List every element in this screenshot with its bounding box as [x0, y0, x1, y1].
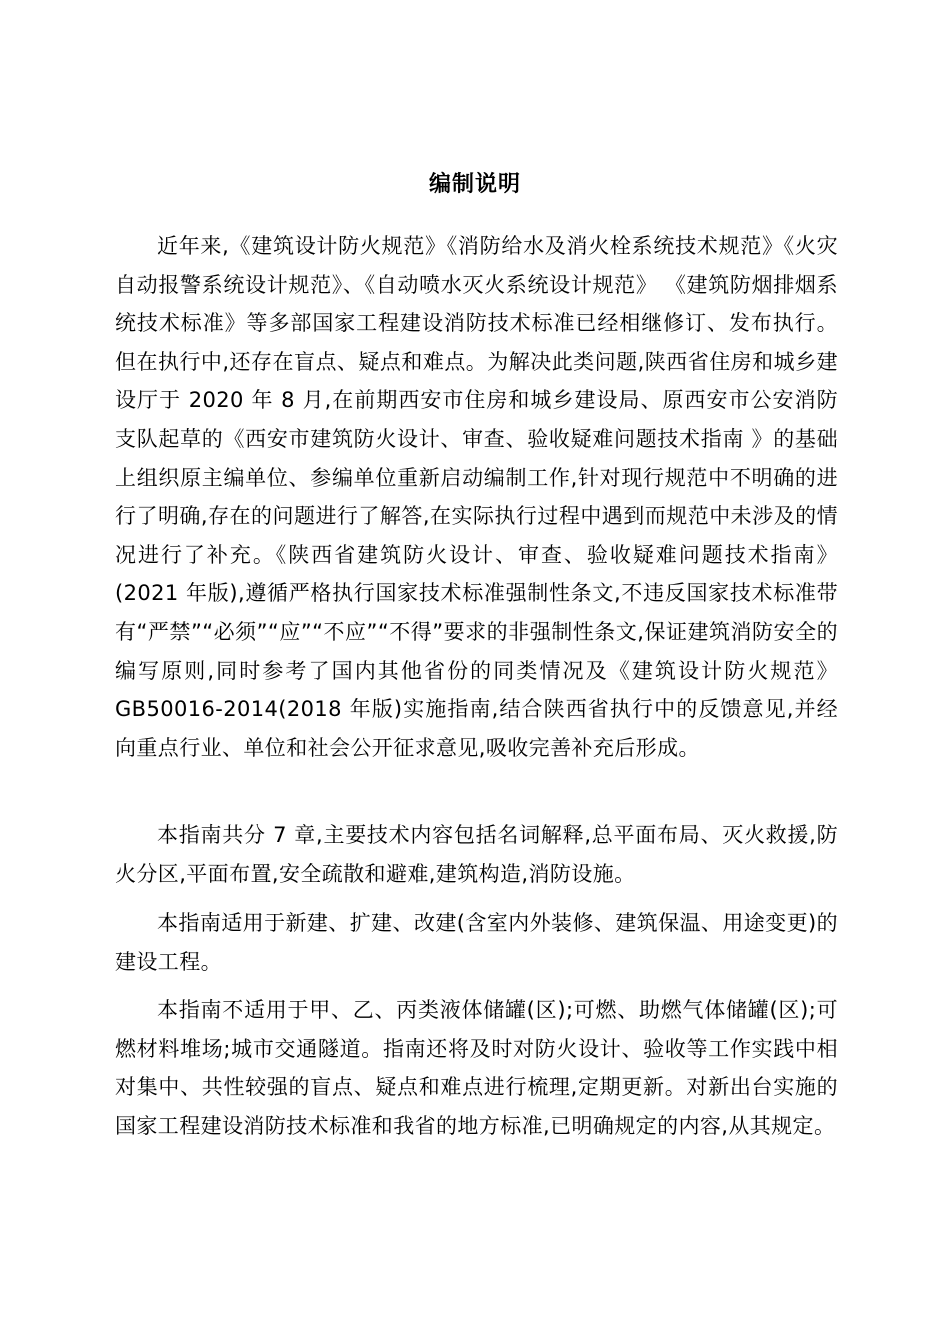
paragraph-chapters: 本指南共分 7 章,主要技术内容包括名词解释,总平面布局、灭火救援,防火分区,平面布置,安全疏散和避难,建筑构造,消防设施。	[115, 823, 838, 886]
document-title: 编制说明	[428, 172, 521, 197]
paragraph-background: 近年来,《建筑设计防火规范》《消防给水及消火栓系统技术规范》《火灾自动报警系统设计规范》、《自动喷水灭火系统设计规范》 《建筑防烟排烟系统技术标准》等多部国家工程建设消防技术标准已经相继修订、发布执行。但在执行中,还存在盲点、疑点和难点。为解决此类问题,陕西省住房和城乡建设厅于 2020 年 8 月,在前期西安市住房和城乡建设局、原西安市公安消防支队起草的《西安市建筑防火设计、审查、验收疑难问题技术指南 》的基础上组织原主编单位、参编单位重新启动编制工作,针对现行规范中不明确的进行了明确,存在的问题进行了解答,在实际执行过程中遇到而规范中未涉及的情况进行了补充。《陕西省建筑防火设计、审查、验收疑难问题技术指南》(2021 年版),遵循严格执行国家技术标准强制性条文,不违反国家技术标准带有“严禁”“必须”“应”“不应”“不得”要求的非强制性条文,保证建筑消防安全的编写原则,同时参考了国内其他省份的同类情况及《建筑设计防火规范》GB50016-2014(2018 年版)实施指南,结合陕西省执行中的反馈意见,并经向重点行业、单位和社会公开征求意见,吸收完善补充后形成。	[115, 234, 838, 760]
paragraph-scope: 本指南适用于新建、扩建、改建(含室内外装修、建筑保温、用途变更)的建设工程。	[115, 911, 838, 974]
paragraph-exclusions: 本指南不适用于甲、乙、丙类液体储罐(区);可燃、助燃气体储罐(区);可燃材料堆场;城市交通隧道。指南还将及时对防火设计、验收等工作实践中相对集中、共性较强的盲点、疑点和难点进行梳理,定期更新。对新出台实施的国家工程建设消防技术标准和我省的地方标准,已明确规定的内容,从其规定。	[115, 998, 838, 1138]
